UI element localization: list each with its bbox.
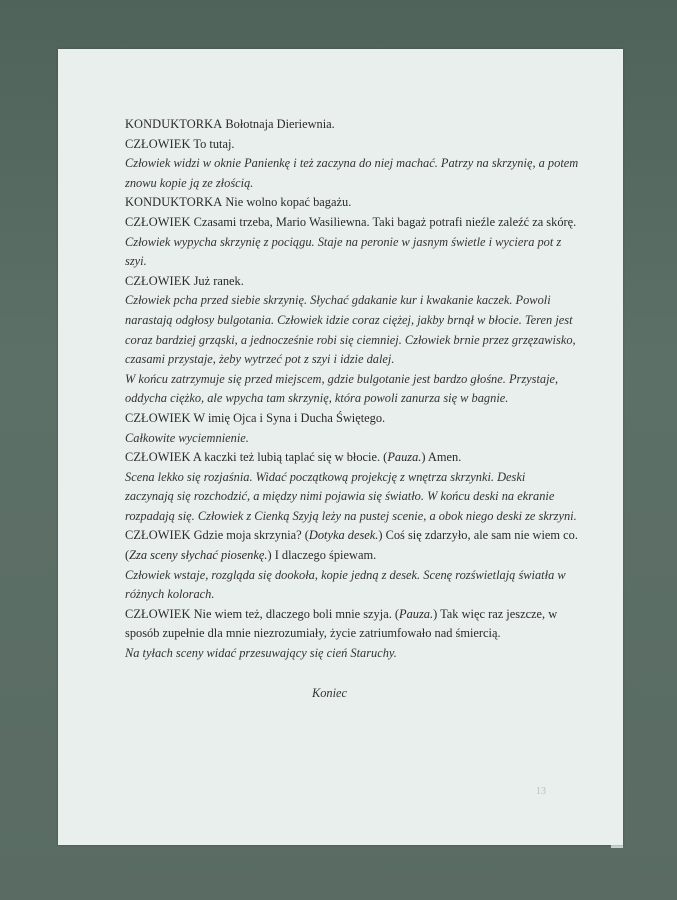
- document-page: [58, 49, 623, 845]
- line-text: Gdzie moja skrzynia? (: [193, 528, 309, 543]
- dialogue-line: [125, 605, 585, 625]
- line-text: różnych kolorach.: [125, 587, 215, 602]
- line-text: Człowiek wstaje, rozgląda się dookoła, kopie jedną z desek. Scenę rozświetlają światła w: [125, 567, 566, 582]
- stage-direction-line: [125, 311, 585, 331]
- end-mark: Koniec: [311, 686, 348, 700]
- stage-direction-line: [125, 566, 585, 586]
- stage-direction-line: [125, 389, 585, 409]
- line-text: znowu kopie ją ze złością.: [125, 175, 254, 190]
- line-text-after: ) Amen.: [421, 450, 462, 465]
- inline-stage-direction: Pauza.: [387, 450, 422, 465]
- stage-direction-line: [125, 252, 585, 272]
- dialogue-line: [125, 624, 585, 644]
- line-text-after: ) I dlaczego śpiewam.: [267, 548, 377, 563]
- dialogue-line: [125, 115, 585, 135]
- speaker-name: CZŁOWIEK: [125, 606, 191, 621]
- line-text: Nie wolno kopać bagażu.: [225, 195, 352, 210]
- line-text: coraz bardziej grząski, a jednocześnie robi się ciemniej. Człowiek brnie przez grzęzawisko,: [125, 332, 576, 347]
- dialogue-line: [125, 272, 585, 292]
- line-text: A kaczki też lubią taplać się w błocie. (: [192, 450, 388, 465]
- line-text: Człowiek wypycha skrzynię z pociągu. Staje na peronie w jasnym świetle i wyciera pot z: [125, 234, 562, 249]
- line-text: Nie wiem też, dlaczego boli mnie szyja. (: [193, 606, 400, 621]
- dialogue-line: [125, 213, 585, 233]
- line-text: W imię Ojca i Syna i Ducha Świętego.: [193, 410, 386, 425]
- inline-stage-direction: Pauza.: [399, 606, 434, 621]
- stage-direction-line: [125, 174, 585, 194]
- speaker-name: KONDUKTORKA: [125, 117, 223, 131]
- line-text: Czasami trzeba, Mario Wasiliewna. Taki bagaż potrafi nieźle zaleźć za skórę.: [193, 214, 577, 229]
- speaker-name: CZŁOWIEK: [125, 136, 191, 151]
- stage-direction-line: [125, 291, 585, 311]
- page-number: 13: [536, 786, 546, 797]
- line-text: rozpadają się. Człowiek z Cienką Szyją leży na pustej scenie, a obok niego deski ze skrzyni.: [125, 508, 577, 523]
- line-text: To tutaj.: [193, 136, 235, 151]
- dialogue-line: [125, 409, 585, 429]
- inline-stage-direction: Dotyka desek.: [308, 528, 379, 543]
- line-text: szyi.: [125, 254, 147, 269]
- dialogue-line: [125, 193, 585, 213]
- line-text: sposób zupełnie dla mnie niezrozumiały, życie zatriumfowało nad śmiercią.: [125, 626, 501, 641]
- inline-stage-direction: Zza sceny słychać piosenkę.: [129, 548, 268, 563]
- play-text: [125, 115, 585, 664]
- line-text: Człowiek pcha przed siebie skrzynię. Słychać gdakanie kur i kwakanie kaczek. Powoli: [125, 293, 551, 308]
- line-text: Scena lekko się rozjaśnia. Widać początkową projekcję z wnętrza skrzynki. Deski: [125, 469, 526, 484]
- stage-direction-line: [125, 154, 585, 174]
- stage-direction-line: [125, 468, 585, 488]
- stage-direction-line: [125, 331, 585, 351]
- speaker-name: CZŁOWIEK: [125, 450, 191, 465]
- line-text: zaczynają się rozchodzić, a między nimi pojawia się światło. W końcu deski na ekranie: [125, 489, 555, 504]
- line-text: Całkowite wyciemnienie.: [125, 430, 249, 445]
- stage-direction-line: [125, 644, 585, 664]
- line-text: Człowiek widzi w oknie Panienkę i też zaczyna do niej machać. Patrzy na skrzynię, a potem: [125, 156, 579, 171]
- dialogue-line: [125, 135, 585, 155]
- stage-direction-line: [125, 585, 585, 605]
- line-text: Na tyłach sceny widać przesuwający się cień Staruchy.: [125, 646, 397, 661]
- line-text: narastają odgłosy bulgotania. Człowiek idzie coraz ciężej, jakby brnął w błocie. Teren jest: [125, 312, 573, 327]
- dialogue-line: [125, 448, 585, 468]
- dialogue-line: [125, 546, 585, 566]
- line-text: Bołotnaja Dieriewnia.: [225, 117, 335, 131]
- stage-direction-line: [125, 350, 585, 370]
- line-text: W końcu zatrzymuje się przed miejscem, gdzie bulgotanie jest bardzo głośne. Przystaje,: [125, 371, 559, 386]
- dialogue-line: [125, 526, 585, 546]
- speaker-name: CZŁOWIEK: [125, 214, 191, 229]
- line-text: (: [125, 548, 130, 563]
- line-text: oddycha ciężko, ale wpycha tam skrzynię, która powoli zanurza się w bagnie.: [125, 391, 509, 406]
- speaker-name: CZŁOWIEK: [125, 410, 191, 425]
- speaker-name: CZŁOWIEK: [125, 528, 191, 543]
- stage-direction-line: [125, 370, 585, 390]
- line-text: Już ranek.: [193, 273, 244, 288]
- line-text-after: ) Tak więc raz jeszcze, w: [433, 606, 558, 621]
- stage-direction-line: [125, 429, 585, 449]
- stage-direction-line: [125, 507, 585, 527]
- speaker-name: KONDUKTORKA: [125, 195, 223, 210]
- line-text-after: ) Coś się zdarzyło, ale sam nie wiem co.: [378, 528, 578, 543]
- stage-direction-line: [125, 487, 585, 507]
- stage-direction-line: [125, 233, 585, 253]
- line-text: czasami przystaje, żeby wytrzeć pot z szyi i idzie dalej.: [125, 352, 395, 367]
- speaker-name: CZŁOWIEK: [125, 273, 191, 288]
